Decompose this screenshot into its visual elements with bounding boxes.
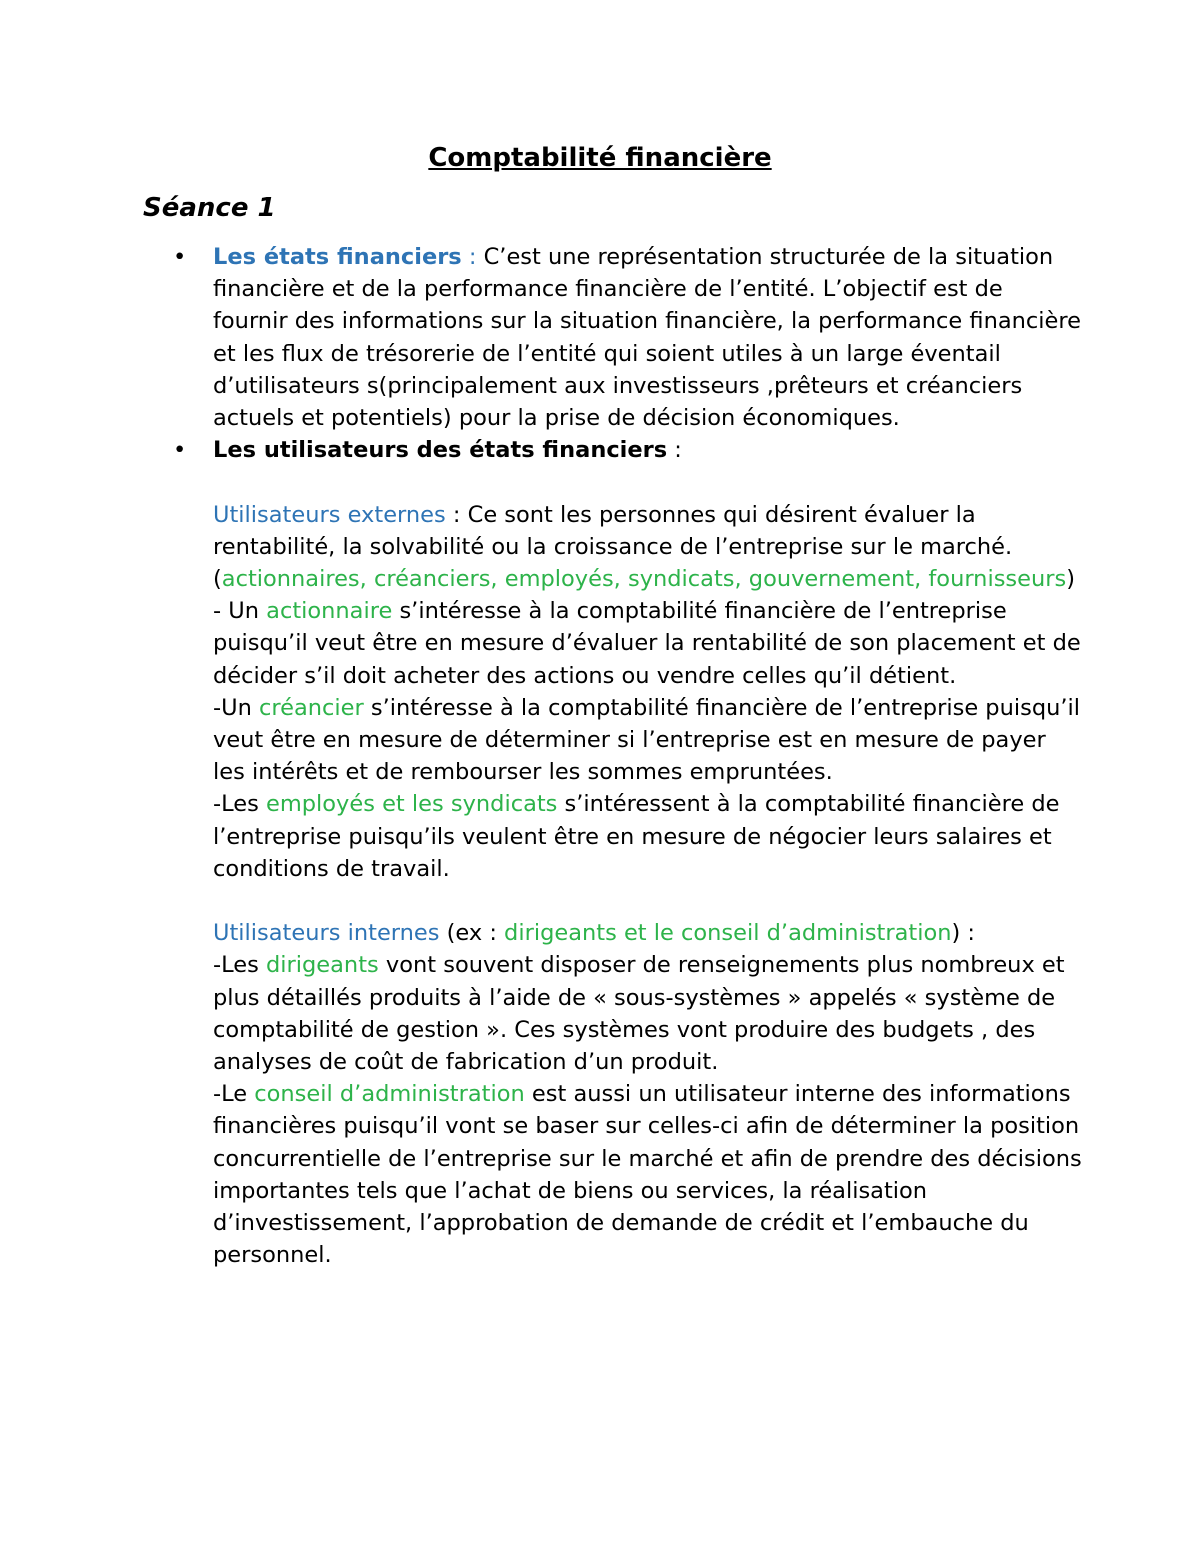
paragraph-utilisateurs-internes — [213, 917, 1083, 949]
blank-line — [213, 466, 1083, 498]
bullet-etats-financiers — [173, 241, 1083, 434]
item-prefix: -Le — [213, 1081, 255, 1108]
text-conseil-administration: est aussi un utilisateur interne des informations financières puisqu’il vont se baser sur celles-ci afin de déterminer la position concurrentielle de l’entreprise sur le marché et afin de prendre des décisions importantes tels que l’achat de biens ou services, la réalisation d’investissement, l’approbation de demande de crédit et l’embauche du personnel. — [213, 1081, 1082, 1269]
paragraph-conseil-administration — [213, 1078, 1083, 1271]
list-utilisateurs-internes: dirigeants et le conseil d’administration — [504, 920, 952, 947]
term-utilisateurs: Les utilisateurs des états financiers — [213, 437, 668, 464]
term-creancier: créancier — [259, 694, 364, 721]
list-utilisateurs-externes: actionnaires, créanciers, employés, syndicats, gouvernement, fournisseurs — [221, 566, 1067, 593]
bullet-marker: • — [173, 244, 187, 270]
bullet-utilisateurs — [173, 434, 1083, 466]
definition-etats-financiers: C’est une représentation structurée de la situation financière et de la performance financière de l’entité. L’objectif est de fournir des informations sur la situation financière, la performance financière et les flux de trésorerie de l’entité qui soient utiles à un large éventail d’utilisateurs s(principalement aux investisseurs ,prêteurs et créanciers actuels et potentiels) pour la prise de décision économiques. — [213, 244, 1081, 432]
document-body — [173, 241, 1083, 1271]
term-employes-syndicats: employés et les syndicats — [265, 791, 558, 818]
item-prefix: -Les — [213, 791, 266, 818]
item-prefix: -Un — [213, 694, 259, 721]
paren-open: ( — [213, 566, 222, 593]
document-title: Comptabilité financière — [428, 143, 772, 173]
session-heading: Séance 1 — [143, 193, 276, 223]
term-dirigeants: dirigeants — [265, 952, 379, 979]
text-employes-syndicats: s’intéressent à la comptabilité financière de l’entreprise puisqu’ils veulent être en mesure de négocier leurs salaires et conditions de travail. — [213, 791, 1060, 882]
term-conseil-administration: conseil d’administration — [254, 1081, 525, 1108]
term-etats-financiers: Les états financiers — [213, 244, 462, 270]
text-creancier: s’intéresse à la comptabilité financière de l’entreprise puisqu’il veut être en mesure de déterminer si l’entreprise est en mesure de payer les intérêts et de rembourser les sommes empruntées. — [213, 694, 1081, 786]
item-prefix: - Un — [213, 598, 267, 625]
item-prefix: -Les — [213, 952, 266, 979]
bullet-marker: • — [173, 437, 187, 464]
internes-suffix: ) : — [951, 920, 976, 947]
paragraph-creancier — [213, 692, 1083, 789]
term-separator: : — [461, 244, 484, 270]
paragraph-dirigeants — [213, 949, 1083, 1078]
term-separator: : — [667, 437, 682, 464]
paren-close: ) — [1066, 566, 1075, 593]
label-utilisateurs-internes: Utilisateurs internes — [213, 920, 440, 947]
label-utilisateurs-externes: Utilisateurs externes — [213, 501, 446, 528]
internes-prefix: (ex : — [439, 920, 505, 947]
term-actionnaire: actionnaire — [266, 598, 393, 625]
text-utilisateurs-externes: : Ce sont les personnes qui désirent évaluer la rentabilité, la solvabilité ou la croissance de l’entreprise sur le marché. — [213, 501, 1013, 560]
text-dirigeants: vont souvent disposer de renseignements plus nombreux et plus détaillés produits à l’aide de « sous-systèmes » appelés « système de comptabilité de gestion ». Ces systèmes vont produire des budgets , des analyses de coût de fabrication d’un produit. — [213, 952, 1065, 1076]
paragraph-employes-syndicats — [213, 788, 1083, 885]
text-actionnaire: s’intéresse à la comptabilité financière de l’entreprise puisqu’il veut être en mesure d’évaluer la rentabilité de son placement et de décider s’il doit acheter des actions ou vendre celles qu’il détient. — [213, 598, 1081, 689]
paragraph-actionnaire — [213, 595, 1083, 692]
paragraph-utilisateurs-externes — [213, 499, 1083, 596]
blank-line — [213, 885, 1083, 917]
